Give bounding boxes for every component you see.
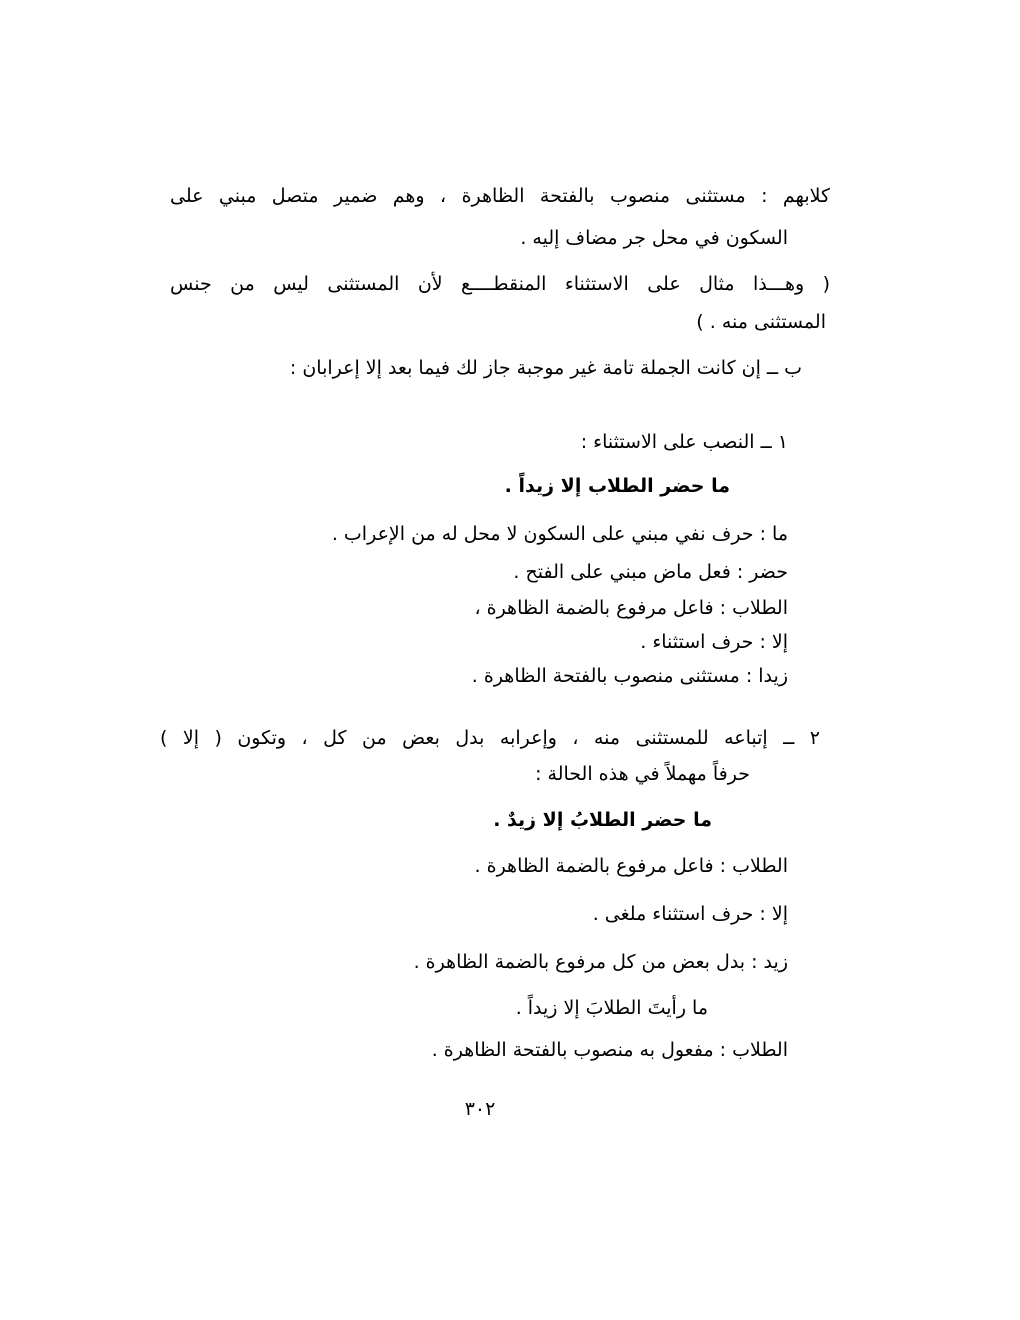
parsing-line: الطلاب : مفعول به منصوب بالفتحة الظاهرة . [431,1039,788,1061]
example-sentence: ما حضر الطلابُ إلا زيدٌ . [493,809,712,831]
parsing-line: ما : حرف نفي مبني على السكون لا محل له من الإعراب . [331,523,788,545]
parsing-line: الطلاب : فاعل مرفوع بالضمة الظاهرة . [474,855,788,877]
example-sentence: ما حضر الطلاب إلا زيداً . [504,475,730,497]
parsing-line: حضر : فعل ماض مبني على الفتح . [513,561,788,583]
parsing-line: الطلاب : فاعل مرفوع بالضمة الظاهرة ، [474,597,788,619]
page-number: ٣٠٢ [464,1098,496,1120]
subsection-heading: ١ ــ النصب على الاستثناء : [580,431,788,453]
paragraph-line: السكون في محل جر مضاف إليه . [520,227,788,249]
paragraph-line: ( وهـــذا مثال على الاستثناء المنقطــــع لأن المستثنى ليس من جنس [170,273,830,295]
paragraph-line: حرفاً مهملاً في هذه الحالة : [535,763,750,785]
section-heading: ب ــ إن كانت الجملة تامة غير موجبة جاز لك فيما بعد إلا إعرابان : [289,357,802,379]
example-sentence: ما رأيتَ الطلابَ إلا زيداً . [515,997,708,1019]
parsing-line: إلا : حرف استثناء . [640,631,788,653]
parsing-line: زيدا : مستثنى منصوب بالفتحة الظاهرة . [471,665,788,687]
paragraph-line: المستثنى منه . ) [696,311,826,333]
subsection-heading: ٢ ــ إتباعه للمستثنى منه ، وإعرابه بدل بعض من كل ، وتكون ( إلا ) [160,727,820,749]
paragraph-line: كلابهم : مستثنى منصوب بالفتحة الظاهرة ، وهم ضمير متصل مبني على [170,185,830,207]
parsing-line: إلا : حرف استثناء ملغى . [592,903,788,925]
parsing-line: زيد : بدل بعض من كل مرفوع بالضمة الظاهرة . [413,951,788,973]
